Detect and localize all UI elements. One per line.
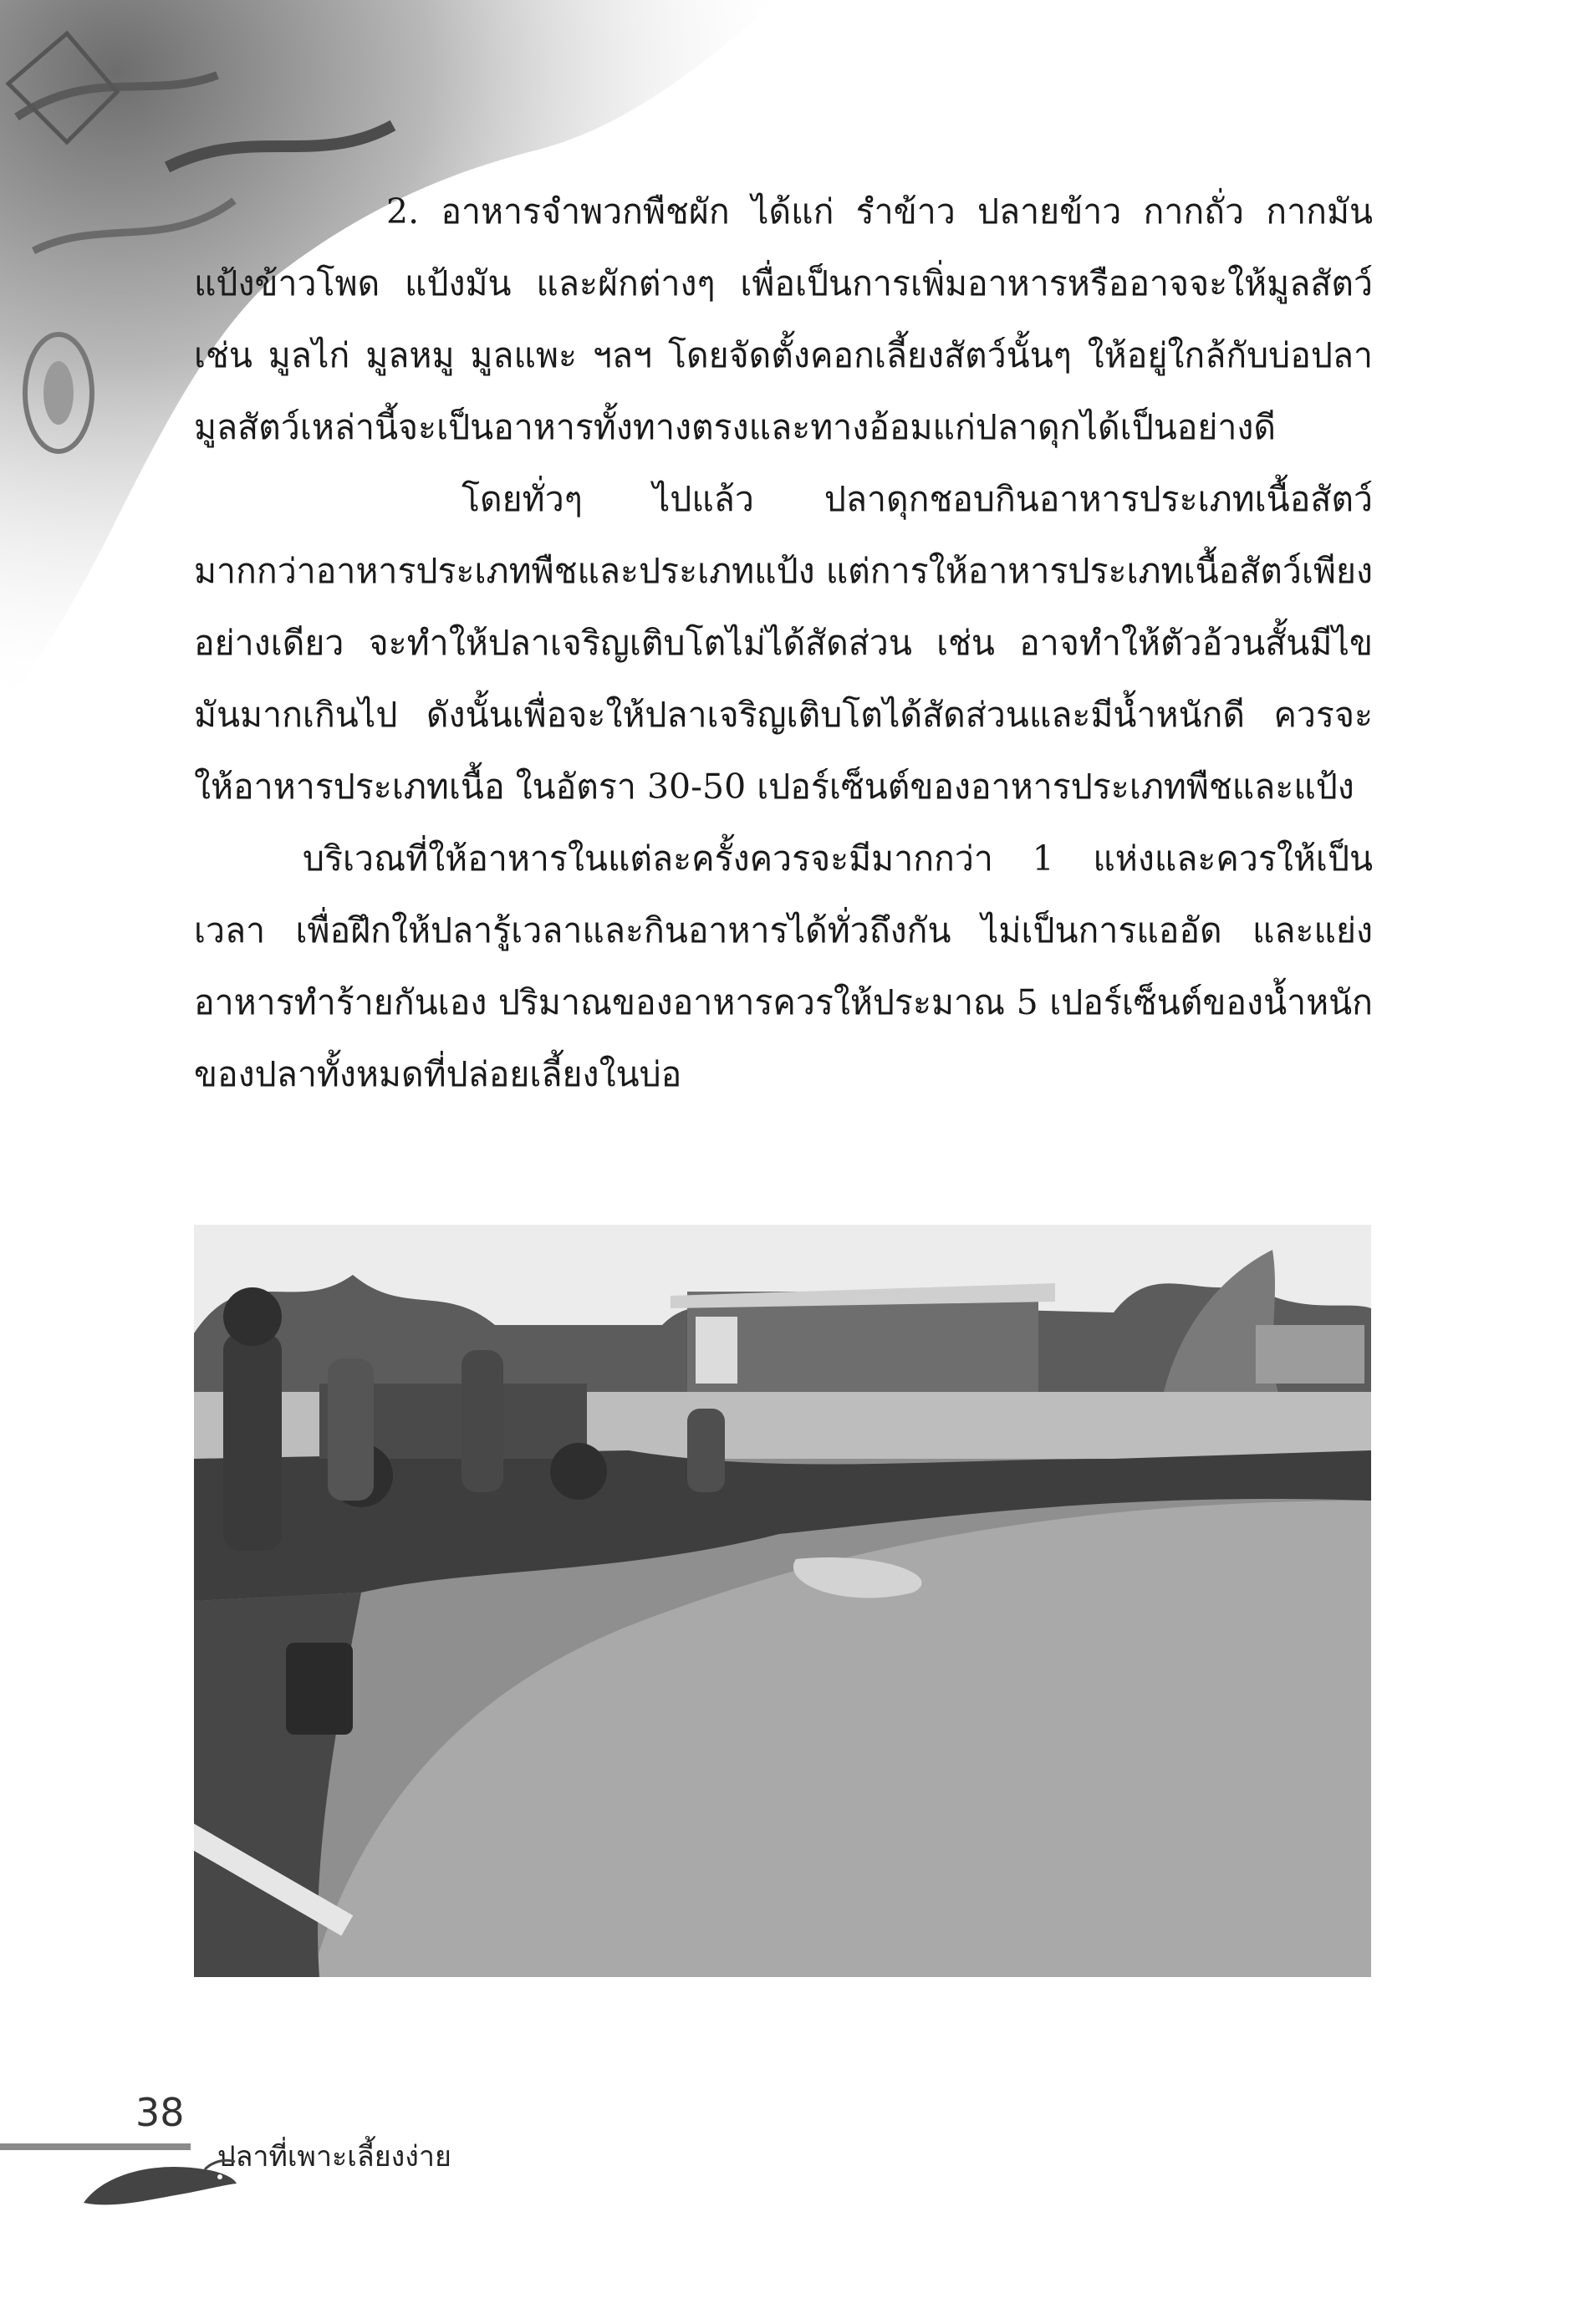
article-body <box>194 176 1373 1110</box>
footer-rule <box>0 2143 191 2150</box>
paragraph-feeding-ratio: โดยทั่วๆ ไปแล้ว ปลาดุกชอบกินอาหารประเภทเนื้อสัตว์มากกว่าอาหารประเภทพืชและประเภทแป้ง แต่การให้อาหารประเภทเนื้อสัตว์เพียงอย่างเดียว จะทำให้ปลาเจริญเติบโตไม่ได้สัดส่วน เช่น อาจทำให้ตัวอ้วนสั้นมีไขมันมากเกินไป ดังนั้นเพื่อจะให้ปลาเจริญเติบโตได้สัดส่วนและมีน้ำหนักดี ควรจะให้อาหารประเภทเนื้อ ในอัตรา 30-50 เปอร์เซ็นต์ของอาหารประเภทพืชและแป้ง <box>194 479 1373 807</box>
pond-feeding-photo <box>194 1225 1371 1977</box>
running-title: ปลาที่เพาะเลี้ยงง่าย <box>217 2140 451 2174</box>
catfish-icon <box>79 2157 238 2215</box>
paragraph-plant-feed: 2. อาหารจำพวกพืชผัก ได้แก่ รำข้าว ปลายข้าว กากถั่ว กากมัน แป้งข้าวโพด แป้งมัน และผักต่างๆ เพื่อเป็นการเพิ่มอาหารหรืออาจจะให้มูลสัตว์ เช่น มูลไก่ มูลหมู มูลแพะ ฯลฯ โดยจัดตั้งคอกเลี้ยงสัตว์นั้นๆ ให้อยู่ใกล้กับบ่อปลา มูลสัตว์เหล่านี้จะเป็นอาหารทั้งทางตรงและทางอ้อมแก่ปลาดุกได้เป็นอย่างดี <box>194 191 1373 447</box>
page-number: 38 <box>135 2090 185 2135</box>
paragraph-feeding-area: บริเวณที่ให้อาหารในแต่ละครั้งควรจะมีมากกว่า 1 แห่งและควรให้เป็นเวลา เพื่อฝึกให้ปลารู้เวลาและกินอาหารได้ทั่วถึงกัน ไม่เป็นการแออัด และแย่งอาหารทำร้ายกันเอง ปริมาณของอาหารควรให้ประมาณ 5 เปอร์เซ็นต์ของน้ำหนักของปลาทั้งหมดที่ปล่อยเลี้ยงในบ่อ <box>194 838 1373 1094</box>
